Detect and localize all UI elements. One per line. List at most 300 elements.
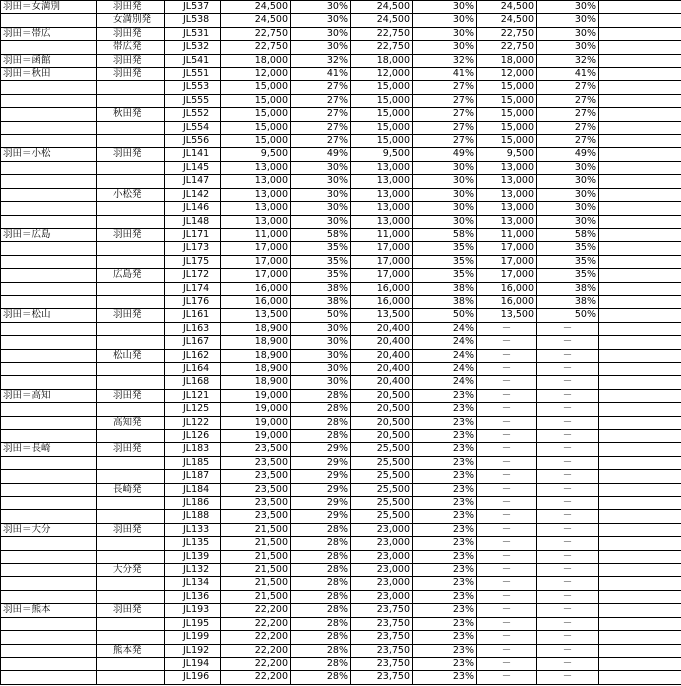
discount-cell: － [537,430,599,443]
fare-cell: 23,500 [221,510,291,523]
flight-number-cell: JL136 [165,590,221,603]
discount-cell: 30% [413,188,477,201]
discount-cell: 50% [291,309,351,322]
fare-cell: 24,500 [221,14,291,27]
direction-cell [97,215,165,228]
route-cell [1,255,97,268]
discount-cell: 27% [291,135,351,148]
discount-cell: 30% [537,161,599,174]
direction-cell [97,550,165,563]
route-cell: 羽田＝秋田 [1,68,97,81]
fare-cell: 22,200 [221,617,291,630]
discount-cell: 35% [537,255,599,268]
table-row [1,215,681,228]
table-row [1,161,681,174]
table-row [1,322,681,335]
discount-cell: － [537,443,599,456]
direction-cell [97,430,165,443]
empty-cell [599,269,681,282]
discount-cell: 27% [537,135,599,148]
fare-cell: 12,000 [477,68,537,81]
empty-cell [599,27,681,40]
discount-cell: 24% [413,362,477,375]
fare-cell: 13,000 [351,215,413,228]
fare-cell: 13,000 [221,161,291,174]
discount-cell: － [537,376,599,389]
empty-cell [599,564,681,577]
fare-cell: － [477,443,537,456]
flight-number-cell: JL551 [165,68,221,81]
route-cell: 羽田＝熊本 [1,604,97,617]
discount-cell: 41% [537,68,599,81]
discount-cell: 23% [413,470,477,483]
direction-cell: 熊本発 [97,644,165,657]
discount-cell: 35% [291,255,351,268]
empty-cell [599,295,681,308]
route-cell: 羽田＝松山 [1,309,97,322]
direction-cell: 大分発 [97,564,165,577]
discount-cell: － [537,456,599,469]
table-row [1,255,681,268]
flight-number-cell: JL183 [165,443,221,456]
discount-cell: 32% [413,54,477,67]
discount-cell: 27% [537,94,599,107]
empty-cell [599,1,681,14]
empty-cell [599,416,681,429]
direction-cell: 羽田発 [97,68,165,81]
fare-cell: － [477,336,537,349]
route-cell [1,456,97,469]
route-cell [1,631,97,644]
fare-cell: 15,000 [221,108,291,121]
discount-cell: 28% [291,389,351,402]
direction-cell: 女満別発 [97,14,165,27]
discount-cell: － [537,617,599,630]
fare-cell: 17,000 [351,269,413,282]
flight-number-cell: JL164 [165,362,221,375]
direction-cell: 秋田発 [97,108,165,121]
route-cell: 羽田＝大分 [1,523,97,536]
discount-cell: 28% [291,604,351,617]
fare-cell: 20,500 [351,430,413,443]
empty-cell [599,54,681,67]
empty-cell [599,121,681,134]
discount-cell: － [537,349,599,362]
fare-cell: 19,000 [221,430,291,443]
fare-cell: 23,000 [351,577,413,590]
discount-cell: 23% [413,671,477,684]
empty-cell [599,68,681,81]
flight-number-cell: JL531 [165,27,221,40]
discount-cell: 28% [291,590,351,603]
flight-number-cell: JL133 [165,523,221,536]
fare-cell: 17,000 [351,242,413,255]
flight-number-cell: JL132 [165,564,221,577]
discount-cell: － [537,657,599,670]
direction-cell: 高知発 [97,416,165,429]
empty-cell [599,644,681,657]
flight-number-cell: JL176 [165,295,221,308]
direction-cell [97,617,165,630]
table-row [1,282,681,295]
direction-cell [97,295,165,308]
empty-cell [599,228,681,241]
fare-cell: 25,500 [351,497,413,510]
flight-number-cell: JL145 [165,161,221,174]
fare-cell: 21,500 [221,564,291,577]
fare-cell: 20,400 [351,376,413,389]
discount-cell: 28% [291,430,351,443]
discount-cell: 30% [537,41,599,54]
discount-cell: 58% [537,228,599,241]
route-cell [1,617,97,630]
discount-cell: 23% [413,617,477,630]
fare-cell: － [477,376,537,389]
empty-cell [599,604,681,617]
empty-cell [599,590,681,603]
fare-cell: 13,500 [221,309,291,322]
fare-cell: 13,500 [477,309,537,322]
direction-cell [97,362,165,375]
empty-cell [599,577,681,590]
discount-cell: 23% [413,389,477,402]
table-row [1,295,681,308]
discount-cell: 29% [291,456,351,469]
flight-number-cell: JL121 [165,389,221,402]
table-row [1,523,681,536]
flight-number-cell: JL163 [165,322,221,335]
discount-cell: 27% [413,94,477,107]
fare-cell: 17,000 [477,242,537,255]
route-cell [1,202,97,215]
fare-table-body [1,1,681,685]
fare-cell: 24,500 [477,14,537,27]
table-row [1,644,681,657]
fare-cell: － [477,523,537,536]
discount-cell: 30% [537,202,599,215]
discount-cell: － [537,631,599,644]
discount-cell: 35% [291,242,351,255]
direction-cell: 松山発 [97,349,165,362]
empty-cell [599,94,681,107]
discount-cell: 50% [413,309,477,322]
flight-number-cell: JL554 [165,121,221,134]
direction-cell: 羽田発 [97,228,165,241]
fare-cell: 24,500 [351,14,413,27]
discount-cell: 30% [291,175,351,188]
discount-cell: 30% [537,1,599,14]
discount-cell: 50% [537,309,599,322]
flight-number-cell: JL173 [165,242,221,255]
direction-cell: 羽田発 [97,389,165,402]
route-cell [1,242,97,255]
fare-cell: 15,000 [351,121,413,134]
discount-cell: 23% [413,510,477,523]
discount-cell: 30% [413,27,477,40]
flight-number-cell: JL185 [165,456,221,469]
route-cell [1,470,97,483]
empty-cell [599,362,681,375]
discount-cell: 27% [291,81,351,94]
discount-cell: － [537,550,599,563]
discount-cell: 30% [291,41,351,54]
direction-cell: 小松発 [97,188,165,201]
direction-cell [97,537,165,550]
discount-cell: 38% [413,282,477,295]
discount-cell: 28% [291,564,351,577]
direction-cell [97,81,165,94]
empty-cell [599,403,681,416]
empty-cell [599,322,681,335]
empty-cell [599,657,681,670]
discount-cell: 24% [413,349,477,362]
direction-cell: 長崎発 [97,483,165,496]
fare-cell: 22,200 [221,604,291,617]
fare-cell: 25,500 [351,443,413,456]
discount-cell: 23% [413,416,477,429]
fare-cell: － [477,671,537,684]
direction-cell [97,577,165,590]
discount-cell: 23% [413,456,477,469]
flight-number-cell: JL126 [165,430,221,443]
fare-cell: 20,500 [351,403,413,416]
route-cell [1,671,97,684]
fare-cell: 25,500 [351,483,413,496]
flight-number-cell: JL556 [165,135,221,148]
fare-cell: － [477,537,537,550]
table-row [1,362,681,375]
fare-cell: 23,750 [351,617,413,630]
table-row [1,416,681,429]
table-row [1,242,681,255]
discount-cell: 30% [291,322,351,335]
discount-cell: 30% [291,215,351,228]
fare-cell: － [477,590,537,603]
route-cell [1,510,97,523]
discount-cell: 49% [291,148,351,161]
fare-cell: 13,000 [221,175,291,188]
fare-cell: 24,500 [221,1,291,14]
fare-cell: 22,200 [221,657,291,670]
discount-cell: － [537,510,599,523]
fare-cell: － [477,644,537,657]
table-row [1,604,681,617]
flight-number-cell: JL174 [165,282,221,295]
fare-cell: 22,200 [221,644,291,657]
flight-number-cell: JL186 [165,497,221,510]
discount-cell: 23% [413,443,477,456]
fare-cell: － [477,416,537,429]
discount-cell: 30% [413,215,477,228]
fare-cell: 15,000 [351,108,413,121]
route-cell [1,161,97,174]
flight-number-cell: JL168 [165,376,221,389]
table-row [1,94,681,107]
table-row [1,336,681,349]
discount-cell: 30% [291,376,351,389]
discount-cell: 30% [537,188,599,201]
direction-cell [97,510,165,523]
fare-cell: 23,750 [351,644,413,657]
fare-cell: － [477,483,537,496]
route-cell [1,657,97,670]
fare-cell: 24,500 [477,1,537,14]
discount-cell: 23% [413,644,477,657]
route-cell [1,135,97,148]
fare-cell: 17,000 [221,242,291,255]
empty-cell [599,242,681,255]
discount-cell: 28% [291,657,351,670]
table-row [1,188,681,201]
route-cell [1,121,97,134]
discount-cell: 23% [413,564,477,577]
fare-cell: 13,000 [477,188,537,201]
flight-number-cell: JL187 [165,470,221,483]
table-row [1,483,681,496]
discount-cell: 30% [291,27,351,40]
table-row [1,68,681,81]
fare-cell: 25,500 [351,510,413,523]
discount-cell: 27% [291,108,351,121]
discount-cell: 24% [413,322,477,335]
route-cell [1,497,97,510]
direction-cell [97,671,165,684]
fare-cell: 22,200 [221,671,291,684]
fare-cell: 19,000 [221,389,291,402]
table-row [1,27,681,40]
discount-cell: 27% [537,108,599,121]
fare-cell: 9,500 [477,148,537,161]
discount-cell: 29% [291,470,351,483]
table-row [1,202,681,215]
discount-cell: 49% [413,148,477,161]
fare-cell: 15,000 [221,81,291,94]
discount-cell: 30% [291,362,351,375]
direction-cell [97,135,165,148]
flight-number-cell: JL139 [165,550,221,563]
route-cell [1,430,97,443]
fare-cell: 13,000 [221,202,291,215]
fare-cell: 22,750 [351,41,413,54]
discount-cell: 35% [413,242,477,255]
fare-cell: 18,900 [221,376,291,389]
discount-cell: 30% [537,175,599,188]
route-cell: 羽田＝高知 [1,389,97,402]
discount-cell: － [537,389,599,402]
direction-cell [97,161,165,174]
discount-cell: 28% [291,403,351,416]
fare-cell: 18,900 [221,349,291,362]
empty-cell [599,537,681,550]
fare-cell: 21,500 [221,577,291,590]
fare-cell: 18,000 [351,54,413,67]
route-cell [1,590,97,603]
route-cell [1,188,97,201]
discount-cell: 23% [413,430,477,443]
direction-cell: 羽田発 [97,1,165,14]
discount-cell: － [537,483,599,496]
route-cell: 羽田＝女満別 [1,1,97,14]
table-row [1,403,681,416]
discount-cell: 32% [537,54,599,67]
empty-cell [599,631,681,644]
direction-cell: 広島発 [97,269,165,282]
flight-number-cell: JL188 [165,510,221,523]
flight-number-cell: JL142 [165,188,221,201]
route-cell [1,550,97,563]
fare-cell: 16,000 [351,295,413,308]
fare-cell: 23,500 [221,483,291,496]
discount-cell: 27% [413,108,477,121]
fare-cell: － [477,430,537,443]
empty-cell [599,376,681,389]
discount-cell: 32% [291,54,351,67]
fare-cell: 22,200 [221,631,291,644]
route-cell [1,564,97,577]
discount-cell: 29% [291,483,351,496]
flight-number-cell: JL134 [165,577,221,590]
discount-cell: － [537,362,599,375]
direction-cell: 羽田発 [97,443,165,456]
discount-cell: － [537,523,599,536]
flight-number-cell: JL199 [165,631,221,644]
direction-cell [97,470,165,483]
route-cell [1,537,97,550]
fare-cell: － [477,631,537,644]
table-row [1,376,681,389]
flight-number-cell: JL192 [165,644,221,657]
fare-cell: 23,000 [351,564,413,577]
discount-cell: 23% [413,657,477,670]
table-row [1,349,681,362]
flight-number-cell: JL537 [165,1,221,14]
direction-cell [97,322,165,335]
direction-cell: 帯広発 [97,41,165,54]
route-cell [1,175,97,188]
discount-cell: － [537,537,599,550]
fare-cell: 23,000 [351,590,413,603]
route-cell [1,644,97,657]
table-row [1,430,681,443]
empty-cell [599,282,681,295]
route-cell [1,81,97,94]
route-cell [1,416,97,429]
direction-cell [97,631,165,644]
discount-cell: 30% [413,41,477,54]
fare-cell: 22,750 [221,41,291,54]
route-cell [1,362,97,375]
route-cell [1,336,97,349]
flight-number-cell: JL167 [165,336,221,349]
fare-cell: － [477,470,537,483]
fare-cell: 23,500 [221,470,291,483]
flight-number-cell: JL175 [165,255,221,268]
fare-cell: 25,500 [351,470,413,483]
fare-cell: 13,000 [221,215,291,228]
direction-cell [97,202,165,215]
discount-cell: 30% [291,202,351,215]
flight-number-cell: JL135 [165,537,221,550]
fare-cell: 23,000 [351,550,413,563]
discount-cell: － [537,577,599,590]
fare-cell: － [477,322,537,335]
flight-number-cell: JL147 [165,175,221,188]
flight-number-cell: JL148 [165,215,221,228]
fare-cell: 18,900 [221,362,291,375]
discount-cell: 35% [413,255,477,268]
direction-cell [97,242,165,255]
empty-cell [599,108,681,121]
